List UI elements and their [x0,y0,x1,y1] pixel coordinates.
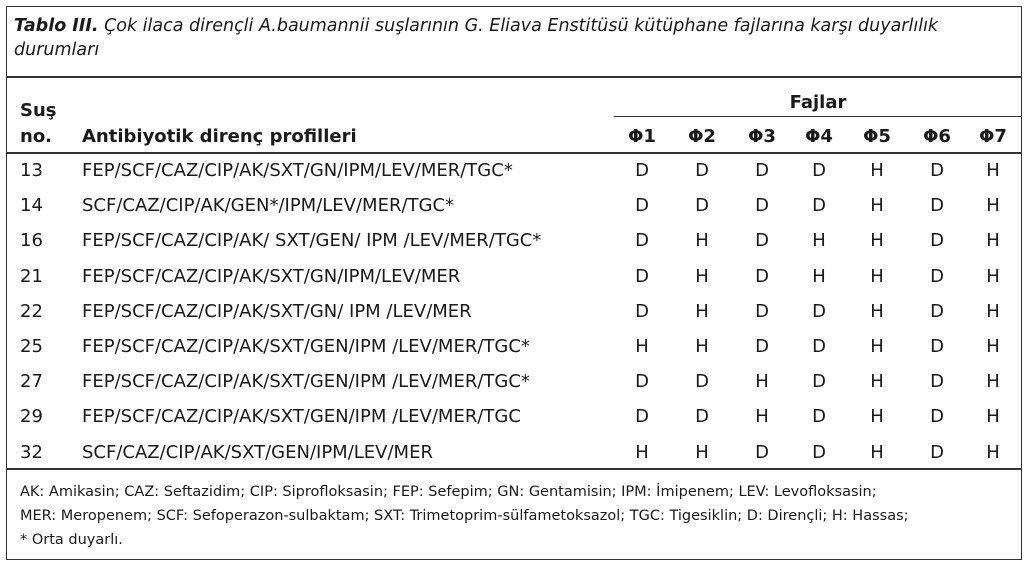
resistance-profile: FEP/SCF/CAZ/CIP/AK/ SXT/GEN/ IPM /LEV/MER/TGC* [82,230,542,252]
table-caption [14,14,1014,62]
phage-result: H [695,336,709,357]
resistance-profile: FEP/SCF/CAZ/CIP/AK/SXT/GEN/IPM /LEV/MER/TGC* [82,336,530,357]
phage-result: H [755,371,769,393]
strain-number: 16 [20,230,43,252]
header-strain-line2: no. [20,126,53,147]
strain-number: 14 [20,195,43,217]
phage-result: H [870,406,884,428]
phage-result: H [986,265,1000,287]
top-rule [6,76,1022,78]
phage-header: Φ2 [688,126,716,147]
phage-result: D [812,336,826,357]
phage-result: H [986,300,1000,322]
phage-header: Φ4 [805,126,833,147]
phage-result: D [695,371,709,393]
phage-result: H [695,230,709,252]
footnote-line2: MER: Meropenem; SCF: Sefoperazon-sulbaktam; SXT: Trimetoprim-sülfametoksazol; TGC: Tigesiklin; D: Dirençli; H: Hassas; [20,508,909,524]
phage-result: D [930,160,944,181]
header-rule [6,152,1022,154]
phage-result: H [986,160,1000,181]
phage-result: D [695,406,709,428]
phage-result: H [870,195,884,217]
header-strain-line1: Suş [20,100,57,121]
phage-result: H [986,230,1000,252]
resistance-profile: SCF/CAZ/CIP/AK/SXT/GEN/IPM/LEV/MER [82,441,433,463]
phage-result: H [870,160,884,181]
phage-result: H [870,300,884,322]
phage-result: H [755,406,769,428]
phage-result: D [812,371,826,393]
resistance-profile: SCF/CAZ/CIP/AK/GEN*/IPM/LEV/MER/TGC* [82,195,455,217]
phage-result: H [986,406,1000,428]
bottom-rule [6,468,1022,470]
phage-result: D [695,160,709,181]
phage-header: Φ1 [628,126,656,147]
phage-result: D [930,406,944,428]
footnote [20,480,1015,552]
phage-result: D [755,441,769,463]
header-profile: Antibiyotik direnç profilleri [82,126,357,147]
phage-result: D [930,265,944,287]
phage-result: D [755,230,769,252]
resistance-profile: FEP/SCF/CAZ/CIP/AK/SXT/GN/IPM/LEV/MER/TGC* [82,160,513,181]
phage-result: H [812,265,826,287]
phage-result: H [695,265,709,287]
phage-result: H [986,371,1000,393]
phage-result: D [695,195,709,217]
phage-result: D [755,265,769,287]
phage-result: D [812,300,826,322]
phage-result: D [812,195,826,217]
phage-result: D [635,265,649,287]
strain-number: 13 [20,160,43,181]
phage-result: D [812,441,826,463]
resistance-profile: FEP/SCF/CAZ/CIP/AK/SXT/GN/ IPM /LEV/MER [82,300,472,322]
phage-result: H [695,300,709,322]
footnote-line3: * Orta duyarlı. [20,532,123,548]
header-phages-group: Fajlar [789,92,847,113]
phage-result: D [812,406,826,428]
phage-result: H [986,336,1000,357]
footnote-line1: AK: Amikasin; CAZ: Seftazidim; CIP: Siprofloksasin; FEP: Sefepim; GN: Gentamisin; IPM: İmipenem; LEV: Levofloksasin; [20,484,877,500]
strain-number: 25 [20,336,43,357]
phage-result: D [635,195,649,217]
phage-result: D [755,300,769,322]
phage-result: D [930,230,944,252]
phage-result: H [870,265,884,287]
phage-header: Φ3 [748,126,776,147]
phage-result: D [812,160,826,181]
phage-result: D [930,441,944,463]
phage-result: H [635,441,649,463]
phage-result: H [695,441,709,463]
phage-result: D [635,230,649,252]
phage-result: H [986,441,1000,463]
phage-result: H [870,441,884,463]
phage-result: D [930,336,944,357]
phage-result: D [635,406,649,428]
strain-number: 29 [20,406,43,428]
strain-number: 32 [20,441,43,463]
phage-result: D [930,371,944,393]
phage-result: H [870,371,884,393]
phage-result: D [635,160,649,181]
phages-group-rule [614,116,1022,117]
phage-result: H [870,336,884,357]
strain-number: 27 [20,371,43,393]
caption-text-line2: durumları [14,40,100,60]
phage-result: D [755,195,769,217]
phage-result: D [930,195,944,217]
phage-result: H [986,195,1000,217]
phage-result: D [755,160,769,181]
resistance-profile: FEP/SCF/CAZ/CIP/AK/SXT/GEN/IPM /LEV/MER/TGC* [82,371,530,393]
phage-result: D [755,336,769,357]
phage-result: D [635,300,649,322]
phage-result: H [635,336,649,357]
resistance-profile: FEP/SCF/CAZ/CIP/AK/SXT/GN/IPM/LEV/MER [82,265,461,287]
phage-header: Φ6 [923,126,951,147]
phage-result: D [930,300,944,322]
phage-result: H [870,230,884,252]
caption-label: Tablo III. [14,16,99,36]
phage-result: D [635,371,649,393]
strain-number: 22 [20,300,43,322]
phage-header: Φ5 [863,126,891,147]
strain-number: 21 [20,265,43,287]
resistance-profile: FEP/SCF/CAZ/CIP/AK/SXT/GEN/IPM /LEV/MER/TGC [82,406,521,428]
phage-header: Φ7 [979,126,1007,147]
phage-result: H [812,230,826,252]
caption-text-line1: Çok ilaca dirençli A.baumannii suşlarının G. Eliava Enstitüsü kütüphane fajlarına karşı duyarlılık [98,16,939,36]
